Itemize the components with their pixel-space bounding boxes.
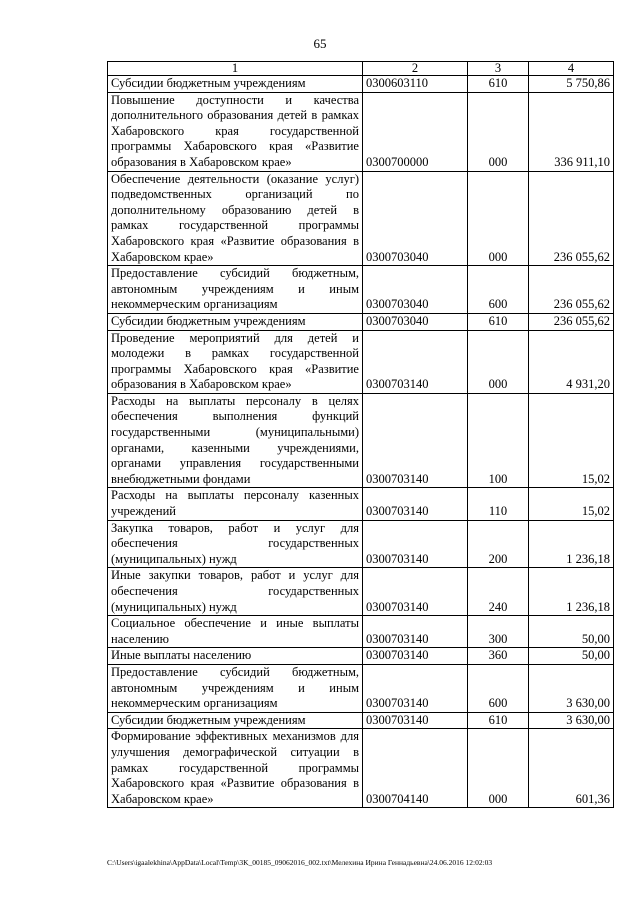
table-row [108,393,614,488]
row-code-cell: 0300603110 [363,76,468,93]
row-type-cell: 000 [468,729,529,808]
row-name-cell: Предоставление субсидий бюджетным, автономным учреждениям и иным некоммерческим организациям [108,664,363,712]
row-type-cell: 200 [468,520,529,568]
row-type-cell: 110 [468,488,529,520]
row-name-cell: Формирование эффективных механизмов для улучшения демографической ситуации в рамках государственной программы Хабаровского края «Развитие образования в Хабаровском крае» [108,729,363,808]
row-amount-cell: 1 236,18 [529,520,614,568]
row-code-cell: 0300703140 [363,393,468,488]
row-amount-cell: 15,02 [529,488,614,520]
row-type-cell: 100 [468,393,529,488]
row-code-cell: 0300703140 [363,330,468,393]
row-amount-cell: 15,02 [529,393,614,488]
row-name-cell: Проведение мероприятий для детей и молодежи в рамках государственной программы Хабаровского края «Развитие образования в Хабаровском крае» [108,330,363,393]
page-number: 65 [313,36,327,51]
table-row [108,76,614,93]
row-code-cell: 0300703140 [363,568,468,616]
row-name-cell: Закупка товаров, работ и услуг для обеспечения государственных (муниципальных) нужд [108,520,363,568]
row-type-cell: 600 [468,664,529,712]
row-type-cell: 000 [468,171,529,266]
row-amount-cell: 3 630,00 [529,664,614,712]
row-amount-cell: 236 055,62 [529,313,614,330]
row-amount-cell: 4 931,20 [529,330,614,393]
row-type-cell: 600 [468,266,529,314]
row-type-cell: 240 [468,568,529,616]
row-amount-cell: 236 055,62 [529,171,614,266]
table-row [108,330,614,393]
row-code-cell: 0300703140 [363,664,468,712]
table-row [108,712,614,729]
row-name-cell: Предоставление субсидий бюджетным, автономным учреждениям и иным некоммерческим организациям [108,266,363,314]
row-code-cell: 0300703140 [363,648,468,665]
table-row [108,648,614,665]
row-code-cell: 0300703040 [363,171,468,266]
row-name-cell: Повышение доступности и качества дополнительного образования детей в рамках Хабаровского края государственной программы Хабаровского края «Развитие образования в Хабаровском крае» [108,92,363,171]
row-amount-cell: 50,00 [529,648,614,665]
row-code-cell: 0300703040 [363,266,468,314]
row-name-cell: Субсидии бюджетным учреждениям [108,76,363,93]
table-row [108,664,614,712]
table-row [108,729,614,808]
row-code-cell: 0300703040 [363,313,468,330]
row-amount-cell: 3 630,00 [529,712,614,729]
row-amount-cell: 236 055,62 [529,266,614,314]
row-name-cell: Расходы на выплаты персоналу в целях обеспечения выполнения функций государственными (муниципальными) органами, казенными учреждениями, органами управления государственными внебюджетными фондами [108,393,363,488]
row-name-cell: Социальное обеспечение и иные выплаты населению [108,616,363,648]
table-row [108,92,614,171]
row-name-cell: Иные выплаты населению [108,648,363,665]
budget-table [107,61,614,808]
row-amount-cell: 5 750,86 [529,76,614,93]
header-col-2: 2 [363,62,468,76]
row-code-cell: 0300703140 [363,488,468,520]
table-row [108,266,614,314]
row-code-cell: 0300703140 [363,712,468,729]
row-amount-cell: 50,00 [529,616,614,648]
table-row [108,520,614,568]
row-code-cell: 0300703140 [363,520,468,568]
row-name-cell: Субсидии бюджетным учреждениям [108,313,363,330]
row-name-cell: Иные закупки товаров, работ и услуг для обеспечения государственных (муниципальных) нужд [108,568,363,616]
table-row [108,568,614,616]
footer-file-path: C:\Users\igaalekhina\AppData\Local\Temp\3K_00185_09062016_002.txt\Мелехина Ирина Геннадьевна\24.06.2016 12:02:03 [107,858,493,867]
row-type-cell: 300 [468,616,529,648]
row-amount-cell: 601,36 [529,729,614,808]
row-code-cell: 0300704140 [363,729,468,808]
row-amount-cell: 1 236,18 [529,568,614,616]
row-type-cell: 610 [468,712,529,729]
table-row [108,171,614,266]
table-header-row [108,62,614,76]
table-row [108,313,614,330]
row-name-cell: Обеспечение деятельности (оказание услуг) подведомственных организаций по дополнительному образованию детей в рамках государственной программы Хабаровского края «Развитие образования в Хабаровском крае» [108,171,363,266]
row-type-cell: 360 [468,648,529,665]
header-col-4: 4 [529,62,614,76]
row-code-cell: 0300703140 [363,616,468,648]
table-row [108,616,614,648]
row-name-cell: Расходы на выплаты персоналу казенных учреждений [108,488,363,520]
header-col-1: 1 [108,62,363,76]
header-col-3: 3 [468,62,529,76]
row-type-cell: 610 [468,76,529,93]
row-type-cell: 610 [468,313,529,330]
row-name-cell: Субсидии бюджетным учреждениям [108,712,363,729]
row-type-cell: 000 [468,92,529,171]
table-row [108,488,614,520]
row-amount-cell: 336 911,10 [529,92,614,171]
row-type-cell: 000 [468,330,529,393]
row-code-cell: 0300700000 [363,92,468,171]
